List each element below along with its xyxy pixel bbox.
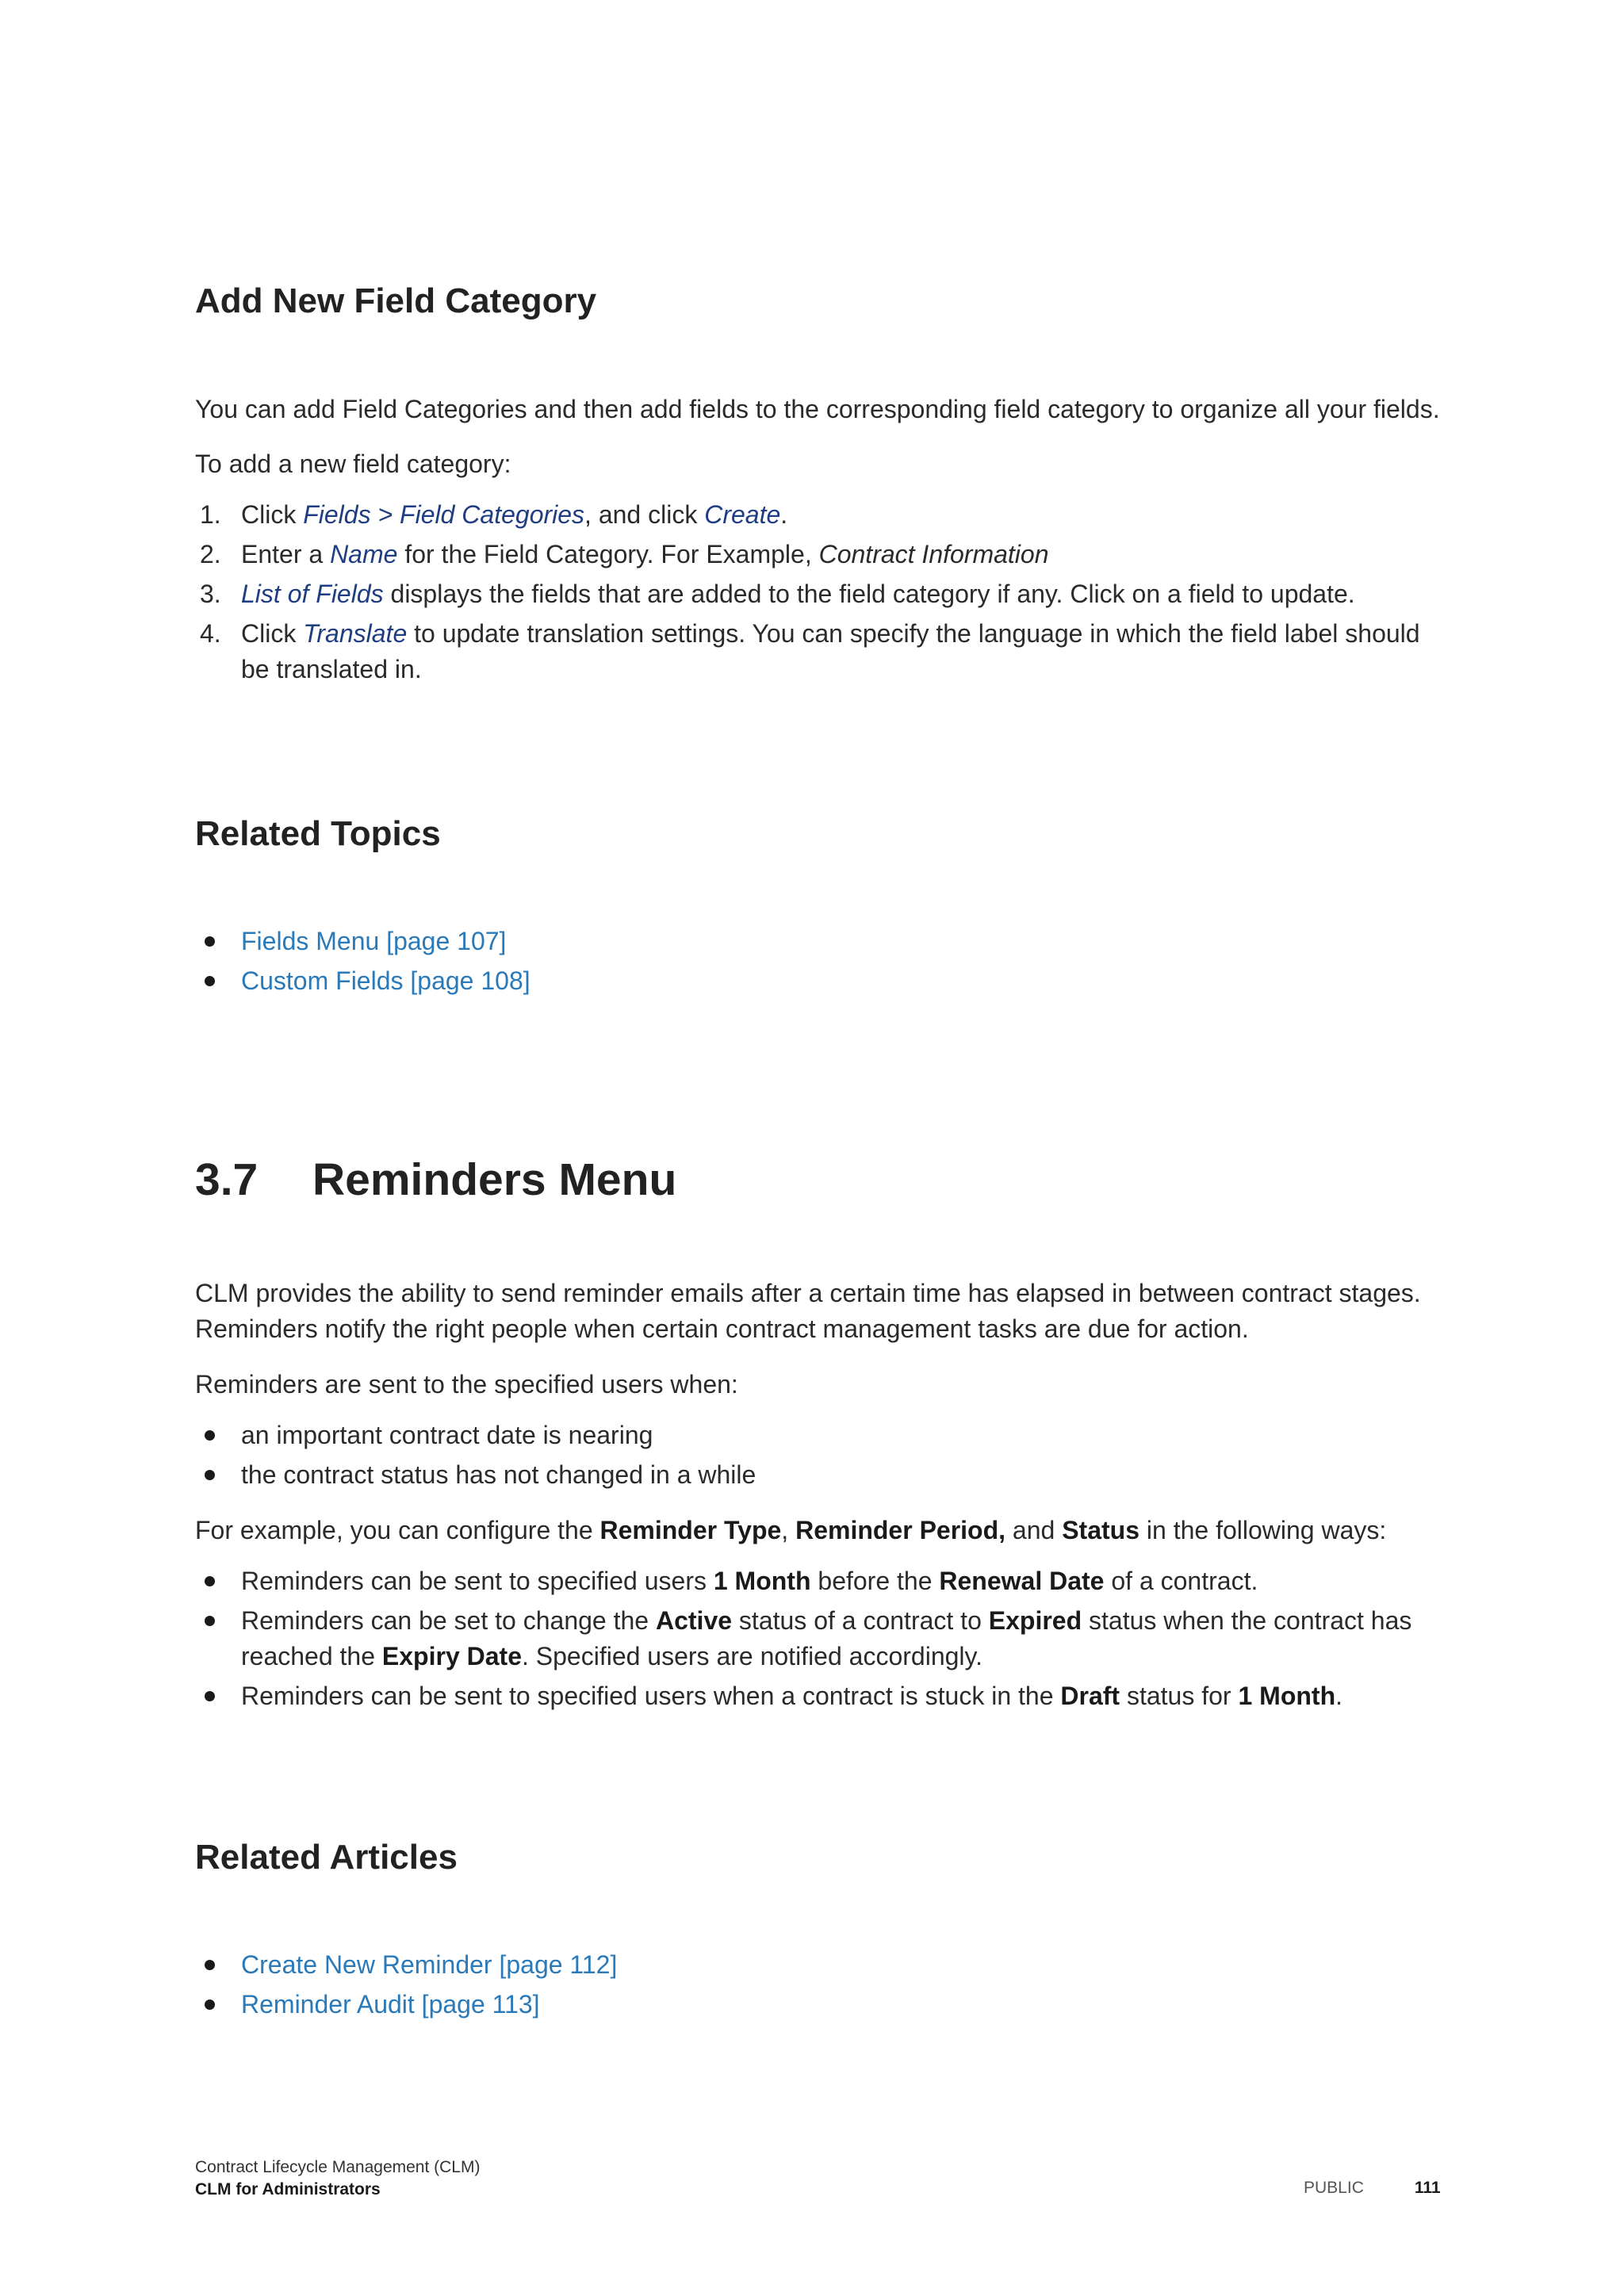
bullet-icon <box>205 1616 215 1626</box>
list-item <box>195 924 1448 959</box>
ui-path-fields-field-categories: Fields > Field Categories <box>303 500 585 529</box>
step-number: 3. <box>200 580 221 608</box>
list-item <box>195 963 1448 999</box>
section-title-related-topics: Related Topics <box>195 814 441 853</box>
field-category-intro: You can add Field Categories and then add fields to the corresponding field category to organize all your fields. <box>195 395 1440 423</box>
list-item <box>195 1947 1448 1983</box>
step-text: Enter a <box>241 540 331 568</box>
footer-classification: PUBLIC <box>1304 2179 1364 2197</box>
chapter-number: 3.7 <box>195 1154 259 1205</box>
term-renewal-date: Renewal Date <box>939 1567 1105 1595</box>
condition-text: an important contract date is nearing <box>241 1421 653 1449</box>
field-category-lead: To add a new field category: <box>195 450 511 478</box>
way-text: . <box>1335 1682 1342 1710</box>
step-number: 1. <box>200 500 221 529</box>
list-item <box>195 1457 1448 1493</box>
bullet-icon <box>205 1470 215 1480</box>
page-number: 111 <box>1414 2179 1441 2197</box>
term-expiry-date: Expiry Date <box>381 1642 522 1670</box>
ui-name: Name <box>330 540 398 568</box>
list-item <box>195 1563 1448 1599</box>
list-item <box>195 1987 1448 2022</box>
chapter-heading-reminders-menu <box>195 1154 676 1206</box>
reminders-sent-when: Reminders are sent to the specified users when: <box>195 1370 738 1399</box>
term-status: Status <box>1062 1516 1139 1544</box>
term-expired: Expired <box>988 1606 1082 1635</box>
example-text: For example, you can configure the <box>195 1516 600 1544</box>
reminders-ways-list <box>195 1563 1448 1718</box>
step-text: for the Field Category. For Example, <box>397 540 819 568</box>
bullet-icon <box>205 1999 215 2010</box>
term-draft: Draft <box>1060 1682 1120 1710</box>
way-text: of a contract. <box>1104 1567 1258 1595</box>
example-text: and <box>1005 1516 1063 1544</box>
example-text: in the following ways: <box>1139 1516 1387 1544</box>
step-item <box>195 616 1448 687</box>
bullet-icon <box>205 1691 215 1701</box>
way-text: before the <box>810 1567 940 1595</box>
step-item <box>195 497 1448 533</box>
way-text: status of a contract to <box>732 1606 989 1635</box>
bullet-icon <box>205 1960 215 1970</box>
link-custom-fields[interactable]: Custom Fields [page 108] <box>241 966 530 995</box>
field-category-steps <box>195 497 1448 691</box>
bullet-icon <box>205 1430 215 1441</box>
example-text: , <box>781 1516 796 1544</box>
way-text: Reminders can be set to change the <box>241 1606 656 1635</box>
way-text: Reminders can be sent to specified users <box>241 1567 714 1595</box>
bullet-icon <box>205 936 215 947</box>
step-text: to update translation settings. You can specify the language in which the field label should be translated in. <box>241 619 1420 683</box>
step-item <box>195 576 1448 612</box>
reminders-intro: CLM provides the ability to send reminder emails after a certain time has elapsed in between contract stages. Reminders notify the right people when certain contract management tasks are due for action. <box>195 1279 1421 1343</box>
step-text: Click <box>241 500 304 529</box>
section-title-related-articles: Related Articles <box>195 1838 458 1877</box>
way-text: status when the contract has reached the <box>241 1606 1412 1670</box>
footer-page-info <box>1304 2179 1441 2198</box>
step-number: 4. <box>200 619 221 648</box>
related-topics-list <box>195 924 1448 1003</box>
footer-product: Contract Lifecycle Management (CLM) <box>195 2158 481 2176</box>
step-item <box>195 537 1448 572</box>
link-create-new-reminder[interactable]: Create New Reminder [page 112] <box>241 1950 618 1979</box>
footer-guide: CLM for Administrators <box>195 2180 381 2198</box>
way-text: Reminders can be sent to specified users when a contract is stuck in the <box>241 1682 1061 1710</box>
step-text: , and click <box>584 500 705 529</box>
ui-translate: Translate <box>303 619 408 648</box>
way-text: . Specified users are notified accordingly. <box>521 1642 983 1670</box>
list-item <box>195 1678 1448 1714</box>
example-contract-information: Contract Information <box>818 540 1049 568</box>
chapter-title: Reminders Menu <box>312 1154 677 1205</box>
term-1-month: 1 Month <box>1238 1682 1336 1710</box>
way-text: status for <box>1120 1682 1239 1710</box>
term-active: Active <box>655 1606 733 1635</box>
related-articles-list <box>195 1947 1448 2026</box>
step-text: . <box>780 500 788 529</box>
section-title-add-field-category: Add New Field Category <box>195 281 597 320</box>
footer-product-info <box>195 2156 480 2201</box>
bullet-icon <box>205 976 215 986</box>
reminders-conditions-list <box>195 1418 1448 1497</box>
term-reminder-type: Reminder Type <box>599 1516 782 1544</box>
term-reminder-period: Reminder Period, <box>795 1516 1006 1544</box>
list-item <box>195 1418 1448 1453</box>
step-text: displays the fields that are added to the field category if any. Click on a field to update. <box>383 580 1355 608</box>
reminders-example-intro <box>195 1513 1448 1548</box>
bullet-icon <box>205 1576 215 1586</box>
link-reminder-audit[interactable]: Reminder Audit [page 113] <box>241 1990 540 2019</box>
ui-create: Create <box>704 500 781 529</box>
step-text: Click <box>241 619 304 648</box>
link-fields-menu[interactable]: Fields Menu [page 107] <box>241 927 507 955</box>
ui-list-of-fields: List of Fields <box>241 580 384 608</box>
step-number: 2. <box>200 540 221 568</box>
condition-text: the contract status has not changed in a while <box>241 1460 756 1489</box>
term-1-month: 1 Month <box>713 1567 811 1595</box>
list-item <box>195 1603 1448 1674</box>
